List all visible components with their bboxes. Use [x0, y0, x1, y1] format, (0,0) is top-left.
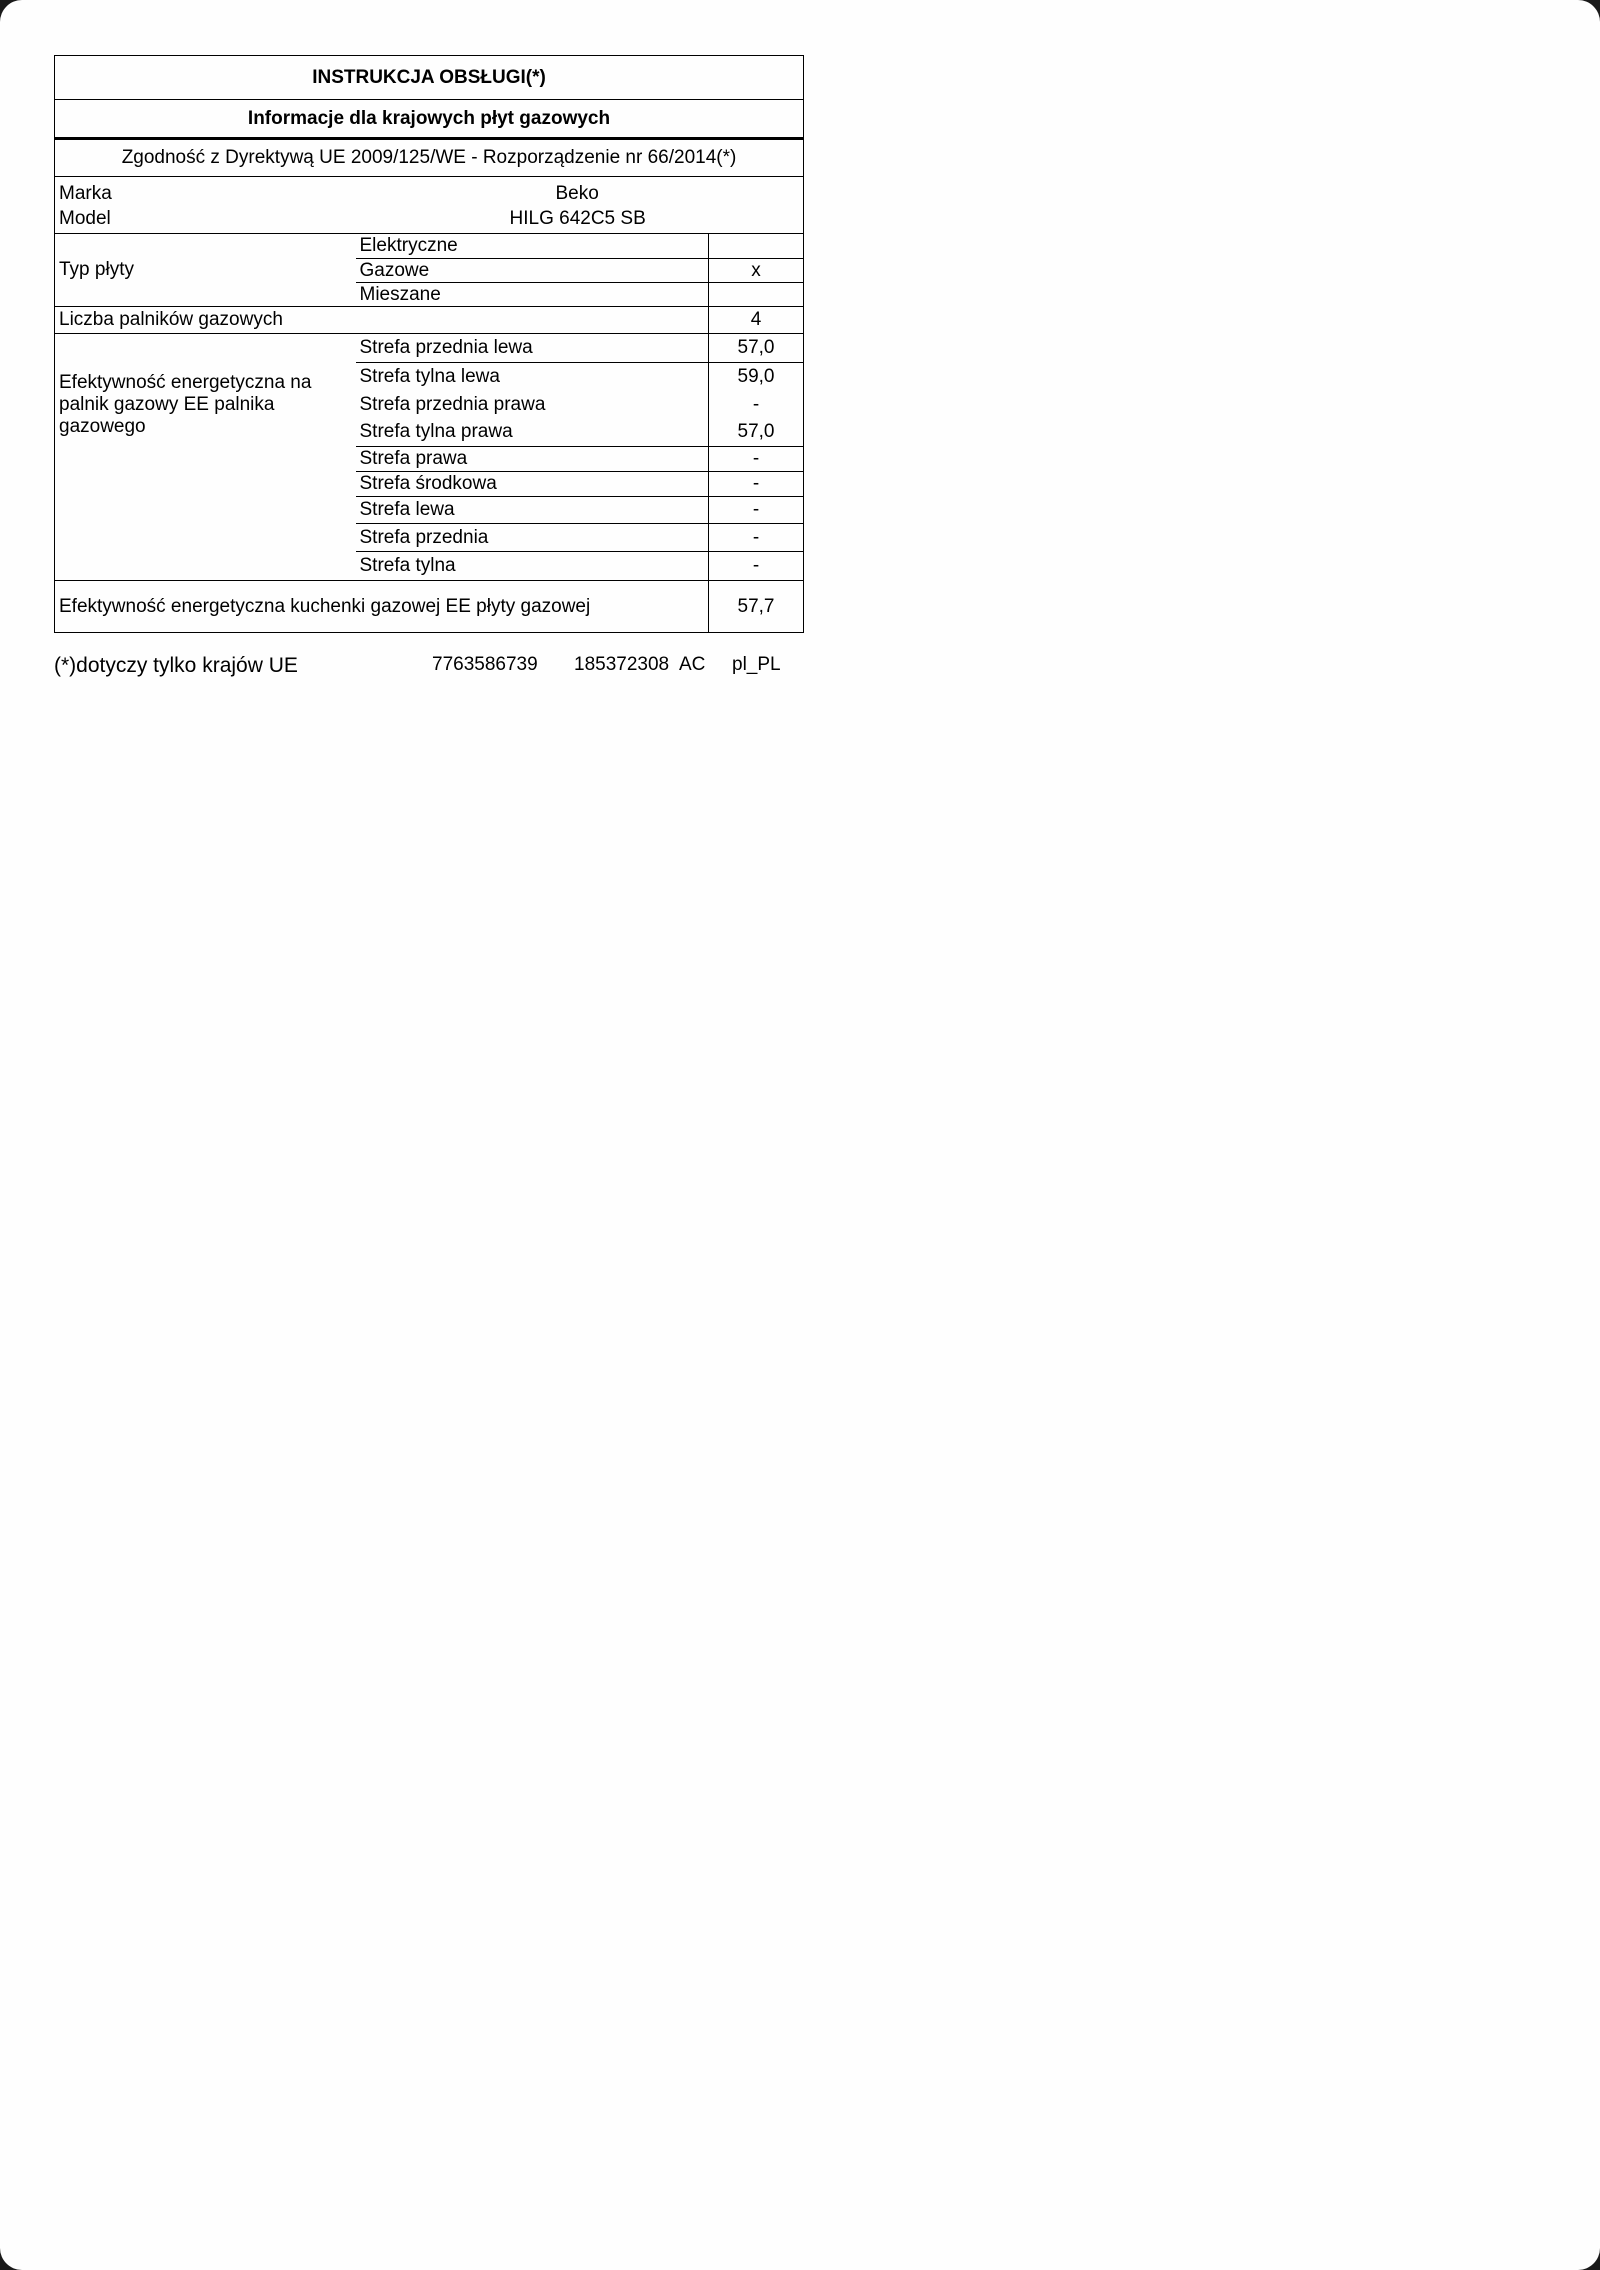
document-title: INSTRUKCJA OBSŁUGI(*) [55, 56, 804, 100]
burner-count-value: 4 [709, 307, 804, 334]
zone-value: 57,0 [709, 419, 804, 447]
zone-value: 57,0 [709, 334, 804, 363]
energy-table [54, 55, 804, 633]
hob-type-option: Mieszane [356, 283, 709, 307]
zone-value: - [709, 497, 804, 524]
brand-label: Marka [55, 177, 356, 205]
burner-efficiency-label: Efektywność energetyczna na palnik gazowy EE palnika gazowego [55, 334, 356, 581]
hob-type-option: Gazowe [356, 259, 709, 283]
hob-efficiency-value: 57,7 [709, 581, 804, 633]
hob-efficiency-label: Efektywność energetyczna kuchenki gazowej EE płyty gazowej [55, 581, 709, 633]
energy-info-sheet [54, 55, 803, 677]
hob-type-option: Elektryczne [356, 234, 709, 259]
zone-value: - [709, 447, 804, 472]
zone-value: - [709, 391, 804, 419]
footnote: (*)dotyczy tylko krajów UE [54, 654, 298, 677]
zone-value: - [709, 552, 804, 581]
zone-name: Strefa lewa [356, 497, 709, 524]
brand-value: Beko [356, 177, 804, 205]
model-label: Model [55, 205, 356, 234]
zone-name: Strefa tylna lewa [359, 365, 500, 387]
revision-code: AC [679, 654, 706, 675]
hob-type-value [709, 283, 804, 307]
document-subtitle: Informacje dla krajowych płyt gazowych [55, 100, 804, 139]
locale-code: pl_PL [732, 654, 781, 675]
zone-value: 59,0 [709, 363, 804, 391]
burner-count-label: Liczba palników gazowych [55, 307, 709, 334]
document-code: 7763586739 [432, 654, 538, 675]
conformity-statement: Zgodność z Dyrektywą UE 2009/125/WE - Rozporządzenie nr 66/2014(*) [55, 139, 804, 177]
model-value: HILG 642C5 SB [356, 205, 804, 234]
footer [54, 654, 814, 684]
zone-value: - [709, 472, 804, 497]
document-code: 185372308 [574, 654, 670, 675]
zone-name: Strefa tylna [356, 552, 709, 581]
hob-type-label: Typ płyty [55, 234, 356, 307]
hob-type-value [709, 234, 804, 259]
hob-type-value: x [709, 259, 804, 283]
zone-name: Strefa przednia [356, 524, 709, 552]
zone-name: Strefa prawa [356, 447, 709, 472]
zone-name: Strefa tylna prawa [356, 419, 709, 447]
zone-name: Strefa środkowa [356, 472, 709, 497]
zone-value: - [709, 524, 804, 552]
zone-name: Strefa przednia lewa [356, 334, 709, 363]
zone-name: Strefa przednia prawa [359, 393, 546, 415]
